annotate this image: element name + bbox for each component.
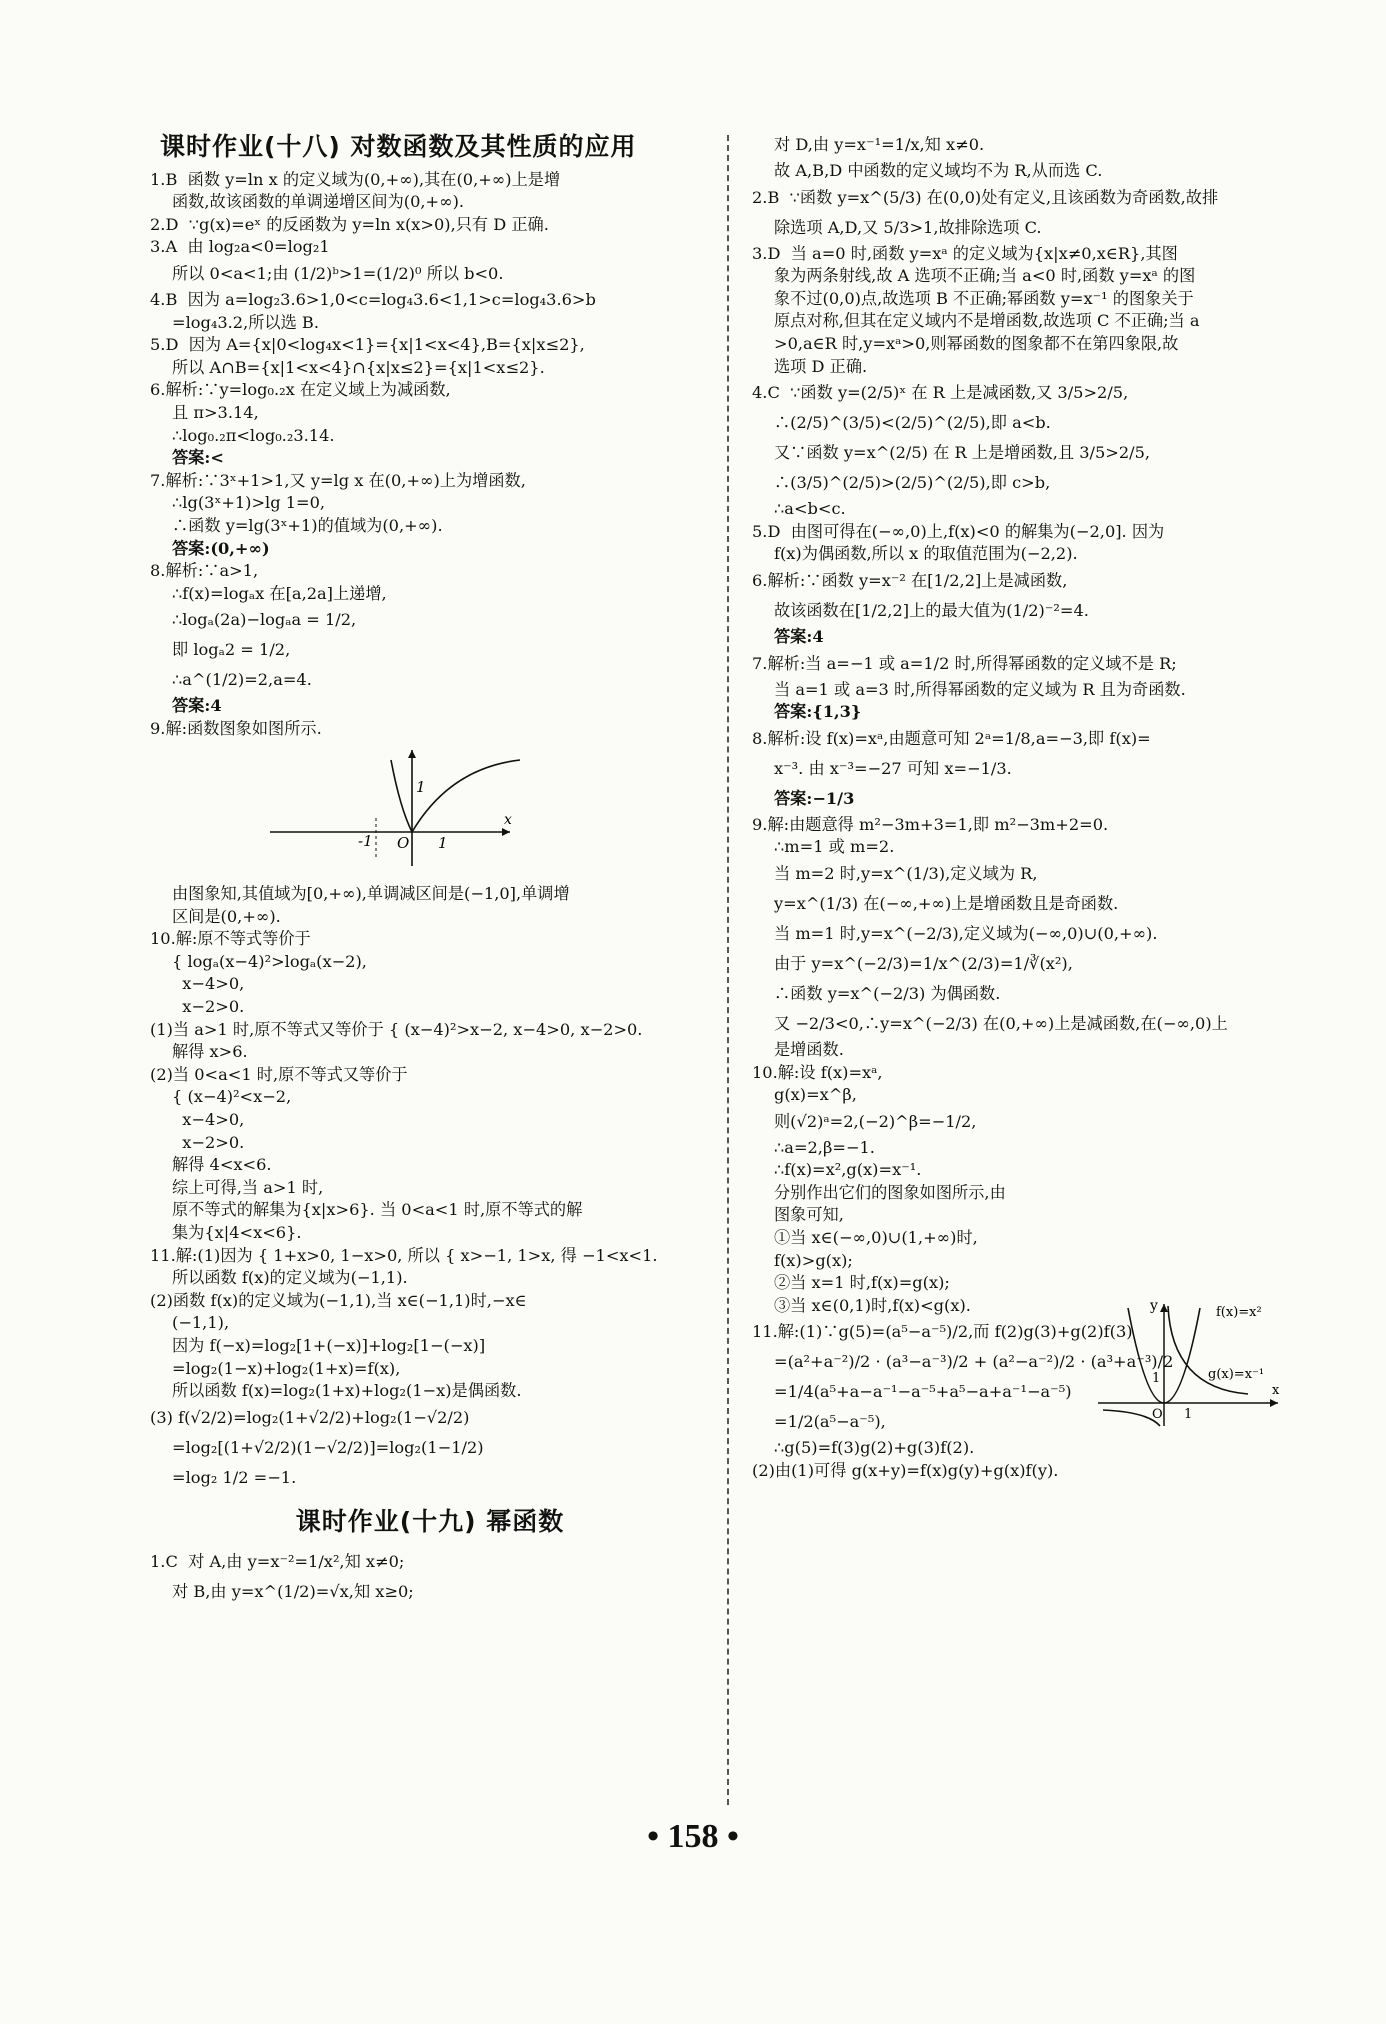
text-line: ③当 x∈(0,1)时,f(x)<g(x). bbox=[774, 1295, 971, 1315]
text-line: 当 a=1 或 a=3 时,所得幂函数的定义域为 R 且为奇函数. bbox=[774, 679, 1186, 699]
text-line: 图象可知, bbox=[774, 1205, 844, 1225]
text-line: ∴m=1 或 m=2. bbox=[774, 837, 895, 857]
text-line: 7.解析:当 a=−1 或 a=1/2 时,所得幂函数的定义域不是 R; bbox=[752, 653, 1177, 673]
text-line: 解得 4<x<6. bbox=[172, 1155, 272, 1175]
text-line: ∴函数 y=lg(3ˣ+1)的值域为(0,+∞). bbox=[172, 515, 443, 535]
text-line: 当 m=1 时,y=x^(−2/3),定义域为(−∞,0)∪(0,+∞). bbox=[774, 923, 1158, 943]
text-line: ∴a<b<c. bbox=[774, 499, 846, 519]
text-line: 所以函数 f(x)=log₂(1+x)+log₂(1−x)是偶函数. bbox=[172, 1381, 522, 1401]
text-line: =log₂ 1/2 =−1. bbox=[172, 1467, 297, 1487]
text-line: 象为两条射线,故 A 选项不正确;当 a<0 时,函数 y=xᵃ 的图 bbox=[774, 266, 1196, 286]
text-line: =log₂(1−x)+log₂(1+x)=f(x), bbox=[172, 1358, 401, 1378]
text-line: g(x)=x^β, bbox=[774, 1085, 857, 1105]
text-line: 故 A,B,D 中函数的定义域均不为 R,从而选 C. bbox=[774, 161, 1103, 180]
text-line: 11.解:(1)因为 { 1+x>0, 1−x>0, 所以 { x>−1, 1>x, 得 −1<x<1. bbox=[150, 1245, 658, 1265]
page-number: • 158 • bbox=[647, 1818, 739, 1855]
text-line: 所以 0<a<1;由 (1/2)ᵇ>1=(1/2)⁰ 所以 b<0. bbox=[172, 263, 504, 283]
text-line: 原不等式的解集为{x|x>6}. 当 0<a<1 时,原不等式的解 bbox=[172, 1200, 583, 1220]
section-title-19: 课时作业(十九) 幂函数 bbox=[295, 1506, 565, 1536]
text-line: 即 logₐ2 = 1/2, bbox=[172, 640, 291, 660]
text-line: { (x−4)²<x−2, bbox=[172, 1087, 292, 1107]
text-line: 9.解:由题意得 m²−3m+3=1,即 m²−3m+2=0. bbox=[752, 814, 1109, 834]
left-lines bbox=[150, 169, 710, 741]
text-line: 由图象知,其值域为[0,+∞),单调减区间是(−1,0],单调增 bbox=[172, 884, 570, 904]
fig9-label-neg1: -1 bbox=[358, 832, 373, 851]
left-lines-after-figure bbox=[150, 883, 710, 1493]
text-line: 2.D ∵g(x)=eˣ 的反函数为 y=ln x(x>0),只有 D 正确. bbox=[150, 214, 549, 234]
text-line: (2)当 0<a<1 时,原不等式又等价于 bbox=[150, 1064, 408, 1084]
fig10-label-o: O bbox=[1152, 1407, 1163, 1422]
log-abs-graph bbox=[150, 748, 670, 868]
text-line: 答案:4 bbox=[774, 626, 824, 646]
left-column bbox=[150, 130, 710, 1607]
text-line: 2.B ∵函数 y=x^(5/3) 在(0,0)处有定义,且该函数为奇函数,故排 bbox=[752, 187, 1219, 207]
fig10-label-g: g(x)=x⁻¹ bbox=[1208, 1367, 1265, 1382]
text-line: 且 π>3.14, bbox=[172, 402, 259, 422]
text-line: 11.解:(1)∵g(5)=(a⁵−a⁻⁵)/2,而 f(2)g(3)+g(2)f(3) bbox=[752, 1322, 1133, 1342]
text-line: ∴f(x)=x²,g(x)=x⁻¹. bbox=[774, 1160, 922, 1180]
text-line: x−4>0, bbox=[172, 1110, 245, 1129]
text-line: 集为{x|4<x<6}. bbox=[172, 1222, 302, 1242]
text-line: y=x^(1/3) 在(−∞,+∞)上是增函数且是奇函数. bbox=[774, 893, 1119, 913]
text-line: 9.解:函数图象如图所示. bbox=[150, 718, 322, 738]
text-line: ∴lg(3ˣ+1)>lg 1=0, bbox=[172, 493, 326, 513]
text-line: 分别作出它们的图象如图所示,由 bbox=[774, 1182, 1006, 1202]
left-lines-section2 bbox=[150, 1547, 710, 1607]
text-line: ②当 x=1 时,f(x)=g(x); bbox=[774, 1273, 950, 1293]
fig10-label-y: y bbox=[1150, 1298, 1158, 1314]
text-line: ∴函数 y=x^(−2/3) 为偶函数. bbox=[774, 983, 1001, 1003]
text-line: 10.解:设 f(x)=xᵃ, bbox=[752, 1062, 883, 1082]
text-line: =(a²+a⁻²)/2 · (a³−a⁻³)/2 + (a²−a⁻²)/2 · (a³+a⁻³)/2 bbox=[774, 1352, 1174, 1372]
fig9-label-x: x bbox=[504, 812, 512, 829]
text-line: ∴(2/5)^(3/5)<(2/5)^(2/5),即 a<b. bbox=[774, 413, 1051, 433]
text-line: x⁻³. 由 x⁻³=−27 可知 x=−1/3. bbox=[774, 758, 1012, 778]
text-line: ∴a=2,β=−1. bbox=[774, 1137, 875, 1157]
fig10-label-f: f(x)=x² bbox=[1216, 1305, 1262, 1320]
text-line: 又∵函数 y=x^(2/5) 在 R 上是增函数,且 3/5>2/5, bbox=[774, 443, 1151, 463]
text-line: 5.D 因为 A={x|0<log₄x<1}={x|1<x<4},B={x|x≤2}, bbox=[150, 335, 585, 355]
text-line: ∴log₀.₂π<log₀.₂3.14. bbox=[172, 425, 335, 445]
text-line: =log₄3.2,所以选 B. bbox=[172, 312, 319, 332]
text-line: 答案:{1,3} bbox=[774, 702, 862, 722]
text-line: 由于 y=x^(−2/3)=1/x^(2/3)=1/∛(x²), bbox=[774, 953, 1073, 973]
text-line: 函数,故该函数的单调递增区间为(0,+∞). bbox=[172, 192, 465, 212]
text-line: (3) f(√2/2)=log₂(1+√2/2)+log₂(1−√2/2) bbox=[150, 1407, 470, 1427]
text-line: ∴(3/5)^(2/5)>(2/5)^(2/5),即 c>b, bbox=[774, 473, 1051, 493]
fig9-label-1y: 1 bbox=[416, 778, 426, 797]
text-line: 8.解析:∵a>1, bbox=[150, 561, 259, 581]
text-line: 答案:(0,+∞) bbox=[172, 538, 270, 558]
text-line: >0,a∈R 时,y=xᵃ>0,则幂函数的图象都不在第四象限,故 bbox=[774, 333, 1179, 353]
text-line: 除选项 A,D,又 5/3>1,故排除选项 C. bbox=[774, 217, 1042, 237]
text-line: 答案:< bbox=[172, 448, 224, 468]
text-line: 象不过(0,0)点,故选项 B 不正确;幂函数 y=x⁻¹ 的图象关于 bbox=[774, 288, 1194, 308]
text-line: 原点对称,但其在定义域内不是增函数,故选项 C 不正确;当 a bbox=[774, 311, 1200, 331]
power-function-graph bbox=[1098, 1298, 1288, 1428]
text-line: 所以函数 f(x)的定义域为(−1,1). bbox=[172, 1268, 408, 1288]
fig9-label-o: O bbox=[397, 834, 410, 853]
text-line: ①当 x∈(−∞,0)∪(1,+∞)时, bbox=[774, 1228, 978, 1248]
text-line: ∴f(x)=logₐx 在[a,2a]上递增, bbox=[172, 583, 387, 603]
fig10-label-1y: 1 bbox=[1152, 1371, 1161, 1386]
text-line: 3.A 由 log₂a<0=log₂1 bbox=[150, 237, 330, 257]
text-line: 综上可得,当 a>1 时, bbox=[172, 1177, 324, 1197]
text-line: (1)当 a>1 时,原不等式又等价于 { (x−4)²>x−2, x−4>0, x−2>0. bbox=[150, 1019, 643, 1039]
text-line: 区间是(0,+∞). bbox=[172, 906, 281, 926]
text-line: 对 D,由 y=x⁻¹=1/x,知 x≠0. bbox=[774, 135, 985, 154]
text-line: 答案:4 bbox=[172, 696, 222, 716]
text-line: 4.C ∵函数 y=(2/5)ˣ 在 R 上是减函数,又 3/5>2/5, bbox=[752, 383, 1129, 403]
text-line: 5.D 由图可得在(−∞,0)上,f(x)<0 的解集为(−2,0]. 因为 bbox=[752, 521, 1165, 541]
figure-q10 bbox=[1098, 1298, 1288, 1432]
text-line: 1.B 函数 y=ln x 的定义域为(0,+∞),其在(0,+∞)上是增 bbox=[150, 169, 561, 189]
text-line: ∴logₐ(2a)−logₐa = 1/2, bbox=[172, 610, 357, 630]
right-lines-q10 bbox=[752, 1062, 1082, 1318]
text-line: 4.B 因为 a=log₂3.6>1,0<c=log₄3.6<1,1>c=log₄3.6>b bbox=[150, 289, 596, 309]
text-line: 6.解析:∵y=log₀.₂x 在定义域上为减函数, bbox=[150, 380, 451, 400]
text-line: 当 m=2 时,y=x^(1/3),定义域为 R, bbox=[774, 863, 1038, 883]
text-line: (2)函数 f(x)的定义域为(−1,1),当 x∈(−1,1)时,−x∈ bbox=[150, 1290, 527, 1310]
text-line: 所以 A∩B={x|1<x<4}∩{x|x≤2}={x|1<x≤2}. bbox=[172, 357, 545, 377]
section-title-18: 课时作业(十八) 对数函数及其性质的应用 bbox=[160, 132, 637, 161]
text-line: 是增函数. bbox=[774, 1039, 844, 1059]
text-line: (−1,1), bbox=[172, 1313, 230, 1333]
text-line: =1/2(a⁵−a⁻⁵), bbox=[774, 1412, 886, 1432]
text-line: ∴a^(1/2)=2,a=4. bbox=[172, 670, 312, 690]
fig10-label-1x: 1 bbox=[1184, 1407, 1193, 1422]
text-line: 1.C 对 A,由 y=x⁻²=1/x²,知 x≠0; bbox=[150, 1552, 405, 1572]
right-column bbox=[752, 130, 1292, 1483]
text-line: 7.解析:∵3ˣ+1>1,又 y=lg x 在(0,+∞)上为增函数, bbox=[150, 470, 526, 490]
text-line: f(x)为偶函数,所以 x 的取值范围为(−2,2). bbox=[774, 544, 1078, 564]
fig10-label-x: x bbox=[1272, 1383, 1280, 1398]
text-line: 因为 f(−x)=log₂[1+(−x)]+log₂[1−(−x)] bbox=[172, 1335, 486, 1355]
right-lines bbox=[752, 130, 1292, 1062]
text-line: x−4>0, bbox=[172, 974, 245, 994]
text-line: 解得 x>6. bbox=[172, 1042, 248, 1062]
text-line: =1/4(a⁵+a−a⁻¹−a⁻⁵+a⁵−a+a⁻¹−a⁻⁵) bbox=[774, 1382, 1072, 1402]
text-line: 又 −2/3<0,∴y=x^(−2/3) 在(0,+∞)上是减函数,在(−∞,0)上 bbox=[774, 1013, 1228, 1033]
text-line: 选项 D 正确. bbox=[774, 356, 868, 376]
text-line: f(x)>g(x); bbox=[774, 1250, 853, 1270]
text-line: 3.D 当 a=0 时,函数 y=xᵃ 的定义域为{x|x≠0,x∈R},其图 bbox=[752, 243, 1178, 263]
text-line: 答案:−1/3 bbox=[774, 788, 855, 808]
text-line: (2)由(1)可得 g(x+y)=f(x)g(y)+g(x)f(y). bbox=[752, 1461, 1059, 1481]
text-line: { logₐ(x−4)²>logₐ(x−2), bbox=[172, 951, 367, 971]
text-line: 故该函数在[1/2,2]上的最大值为(1/2)⁻²=4. bbox=[774, 600, 1089, 620]
column-divider bbox=[727, 135, 729, 1805]
text-line: ∴g(5)=f(3)g(2)+g(3)f(2). bbox=[774, 1438, 975, 1458]
text-line: 则(√2)ᵃ=2,(−2)^β=−1/2, bbox=[774, 1111, 977, 1131]
fig9-label-1x: 1 bbox=[438, 834, 448, 853]
figure-q9 bbox=[150, 748, 710, 875]
text-line: =log₂[(1+√2/2)(1−√2/2)]=log₂(1−1/2) bbox=[172, 1437, 484, 1457]
text-line: 对 B,由 y=x^(1/2)=√x,知 x≥0; bbox=[172, 1582, 414, 1602]
text-line: 10.解:原不等式等价于 bbox=[150, 929, 311, 949]
text-line: x−2>0. bbox=[172, 1132, 245, 1152]
text-line: 8.解析:设 f(x)=xᵃ,由题意可知 2ᵃ=1/8,a=−3,即 f(x)= bbox=[752, 728, 1151, 748]
text-line: 6.解析:∵函数 y=x⁻² 在[1/2,2]上是减函数, bbox=[752, 570, 1068, 590]
text-line: x−2>0. bbox=[172, 997, 245, 1017]
